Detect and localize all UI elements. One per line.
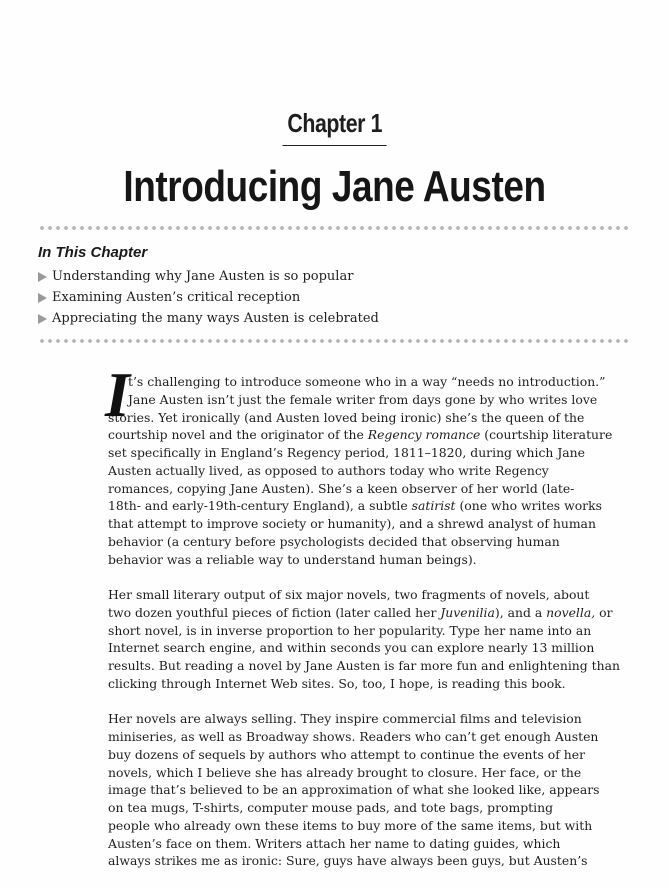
chapter-number <box>0 108 669 146</box>
text-line <box>108 675 570 693</box>
chapter-number-label: Chapter 1 <box>282 108 386 146</box>
italic-text: Juvenilia <box>440 604 495 620</box>
text-segment: Internet search engine, and within seconds you can explore nearly 13 million <box>108 640 595 656</box>
text-line <box>108 462 570 480</box>
chapter-title: Introducing Jane Austen <box>123 162 546 211</box>
text-line <box>108 781 600 799</box>
text-segment: clicking through Internet Web sites. So, too, I hope, is reading this book. <box>108 675 566 691</box>
text-segment: buy dozens of sequels by authors who attempt to continue the events of her <box>108 746 586 762</box>
text-segment: behavior was a reliable way to understand human beings). <box>108 551 477 567</box>
text-line <box>108 426 613 444</box>
list-item <box>38 287 379 308</box>
text-segment: set specifically in England’s Regency period, 1811–1820, during which Jane <box>108 445 585 460</box>
text-segment: Her novels are always selling. They inspire commercial films and television <box>108 711 582 727</box>
italic-text: satirist <box>411 498 456 514</box>
text-line <box>108 817 593 835</box>
list-item-text: Examining Austen’s critical reception <box>52 290 301 305</box>
dotted-divider-top <box>38 226 630 230</box>
list-item-text: Appreciating the many ways Austen is celebrated <box>52 311 379 326</box>
italic-text: novella, <box>546 604 596 620</box>
text-segment: miniseries, as well as Broadway shows. Readers who can’t get enough Austen <box>108 729 599 744</box>
list-item <box>38 308 379 329</box>
list-item <box>38 266 379 287</box>
text-segment: (one who writes works <box>455 498 602 514</box>
text-line <box>108 551 570 569</box>
in-this-chapter-list <box>38 266 379 329</box>
text-segment: behavior (a century before psychologists decided that observing human <box>108 533 560 549</box>
text-segment: ), and a <box>494 604 547 620</box>
text-line <box>108 746 586 764</box>
italic-text: Regency romance <box>367 427 481 443</box>
text-line <box>108 622 592 640</box>
text-segment: Austen’s face on them. Writers attach her name to dating guides, which <box>108 835 561 851</box>
text-line <box>108 497 602 515</box>
text-line <box>108 480 575 498</box>
text-segment: Her small literary output of six major novels, two fragments of novels, about <box>108 587 590 602</box>
text-segment: stories. Yet ironically (and Austen loved being ironic) she’s the queen of the <box>108 409 585 425</box>
body-text <box>105 359 620 888</box>
in-this-chapter-heading: In This Chapter <box>38 244 148 261</box>
text-line <box>108 799 570 817</box>
text-segment: courtship novel and the originator of the <box>108 427 368 443</box>
text-segment: always strikes me as ironic: Sure, guys have always been guys, but Austen’s <box>108 853 588 869</box>
text-segment: people who already own these items to buy more of the same items, but with <box>108 817 593 833</box>
text-line <box>108 710 582 728</box>
text-line <box>108 639 595 657</box>
text-segment: results. But reading a novel by Jane Austen is far more fun and enlightening than <box>108 658 620 673</box>
text-line <box>108 852 588 870</box>
text-segment: Jane Austen isn’t just the female writer from days gone by who writes love <box>128 391 598 407</box>
text-line <box>108 604 613 622</box>
text-segment: romances, copying Jane Austen). She’s a keen observer of her world (late- <box>108 480 575 496</box>
text-segment: t’s challenging to introduce someone who in a way “needs no introduction.” <box>128 374 606 389</box>
body-paragraph <box>108 373 613 568</box>
text-line <box>108 515 596 533</box>
text-segment: short novel, is in inverse proportion to her popularity. Type her name into an <box>108 622 592 638</box>
text-segment: Austen actually lived, as opposed to authors today who write Regency <box>108 462 549 478</box>
text-line <box>108 444 585 462</box>
text-segment: two dozen youthful pieces of fiction (later called her <box>108 604 441 620</box>
text-segment: 18th- and early-19th-century England), a subtle <box>108 498 412 514</box>
text-line <box>108 391 598 409</box>
text-segment: on tea mugs, T-shirts, computer mouse pads, and tote bags, prompting <box>108 800 554 815</box>
text-line <box>108 409 585 427</box>
text-segment: (courtship literature <box>480 427 613 443</box>
text-segment: novels, which I believe she has already brought to closure. Her face, or the <box>108 764 582 780</box>
list-item-text: Understanding why Jane Austen is so popular <box>52 269 354 284</box>
body-paragraph <box>108 586 620 693</box>
triangle-bullet-icon <box>38 293 47 303</box>
text-line <box>108 764 582 782</box>
dotted-divider-bottom <box>38 339 630 343</box>
text-segment: that attempt to improve society or humanity), and a shrewd analyst of human <box>108 516 596 531</box>
text-segment: or <box>595 604 613 620</box>
text-line <box>108 728 599 746</box>
triangle-bullet-icon <box>38 272 47 282</box>
text-segment: image that’s believed to be an approximation of what she looked like, appears <box>108 782 600 798</box>
text-line <box>108 586 590 604</box>
text-line <box>108 373 606 391</box>
triangle-bullet-icon <box>38 314 47 324</box>
text-line <box>108 657 620 675</box>
text-line <box>108 533 570 551</box>
body-paragraph <box>108 710 600 870</box>
text-line <box>108 835 570 853</box>
drop-cap: I <box>105 359 130 430</box>
